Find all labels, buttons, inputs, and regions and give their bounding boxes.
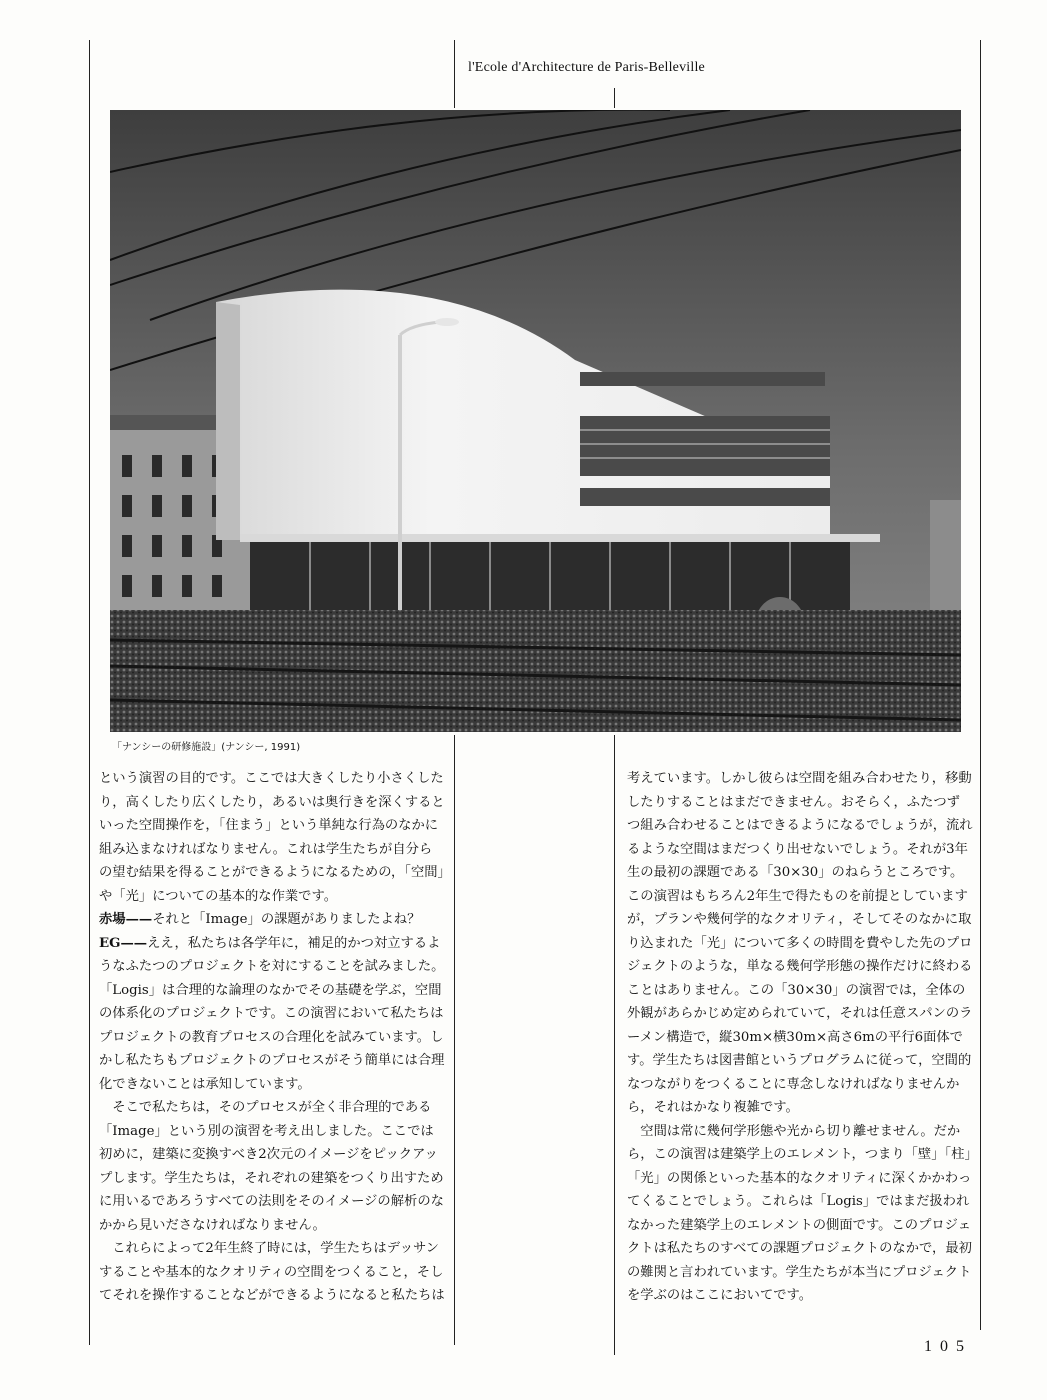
- body-paragraph: これらによって2年生終了時には，学生たちはデッサンすることや基本的なクオリティの空間をつくること，そしてそれを操作することなどができるようになると私たちは: [99, 1241, 445, 1303]
- dialogue-text: ええ，私たちは各学年に，補足的かつ対立するようなふたつのプロジェクトを対にすることを試みました。「Logis」は合理的な論理のなかでその基礎を学ぶ，空間の体系化のプロジェクトです。この演習において私たちはプロジェクトの教育プロセスの合理化を試みています。しかし私たちもプロジェクトのプロセスがそう簡単には合理化できないことは承知しています。: [99, 935, 445, 1092]
- center-rule-right: [614, 735, 615, 1355]
- dialogue-paragraph: [99, 908, 445, 932]
- header-left-rule: [454, 40, 455, 108]
- building-photo: [110, 110, 961, 732]
- left-margin-rule: [89, 40, 90, 1345]
- body-paragraph: という演習の目的です。ここでは大きくしたり小さくしたり，高くしたり広くしたり，あるいは奥行きを深くするといった空間操作を，「住まう」という単純な行為のなかに組み込まなければなりません。これは学生たちが自分らの望む結果を得ることができるようになるための，「空間」や「光」についての基本的な作業です。: [99, 771, 445, 904]
- dialogue-text: それと「Image」の課題がありましたよね？: [152, 912, 421, 927]
- body-paragraph: そこで私たちは，そのプロセスが全く非合理的である「Image」という別の演習を考え出しました。ここでは初めに，建築に変換すべき2次元のイメージをピックアップします。学生たちは，それぞれの建築をつくり出すために用いるであろうすべての法則をそのイメージの解析のなかから見いださなければなりません。: [99, 1100, 444, 1233]
- header-right-rule: [614, 88, 615, 108]
- body-paragraph: 空間は常に幾何学形態や光から切り離せません。だから，この演習は建築学上のエレメント，つまり「壁」「柱」「光」の関係といった基本的なクオリティに深くかかわってくることでしょう。これらは「Logis」ではまだ扱われなかった建築学上のエレメントの側面です。このプロジェクトは私たちのすべての課題プロジェクトのなかで，最初の難関と言われています。学生たちが本当にプロジェクトを学ぶのはここにおいてです。: [627, 1123, 972, 1303]
- speaker-label: EG——: [99, 935, 148, 951]
- page-number: 105: [924, 1338, 972, 1355]
- dialogue-paragraph: [99, 932, 445, 1097]
- right-margin-rule: [980, 40, 981, 1330]
- right-text-column: [627, 767, 973, 1308]
- left-text-column: [99, 767, 445, 1308]
- speaker-label: 赤場——: [99, 912, 153, 927]
- center-rule-left: [454, 735, 455, 1345]
- running-header: l'Ecole d'Architecture de Paris-Belleville: [468, 60, 705, 75]
- body-paragraph: 考えています。しかし彼らは空間を組み合わせたり，移動したりすることはまだできません。おそらく，ふたつずつ組み合わせることはできるようになるでしょうが，流れるような空間はまだつくり出せないでしょう。それが3年生の最初の課題である「30×30」のねらうところです。この演習はもちろん2年生で得たものを前提としていますが，プランや幾何学的なクオリティ，そしてそのなかに取り込まれた「光」について多くの時間を費やした先のプロジェクトのような，単なる幾何学形態の操作だけに終わることはありません。この「30×30」の演習では，全体の外観があらかじめ定められていて，それは任意スパンのラーメン構造で，縦30m×横30m×高さ6mの平行6面体です。学生たちは図書館というプログラムに従って，空間的なつながりをつくることに専念しなければなりませんから，それはかなり複雑です。: [627, 771, 973, 1115]
- photo-caption: 「ナンシーの研修施設」(ナンシー, 1991): [112, 742, 301, 753]
